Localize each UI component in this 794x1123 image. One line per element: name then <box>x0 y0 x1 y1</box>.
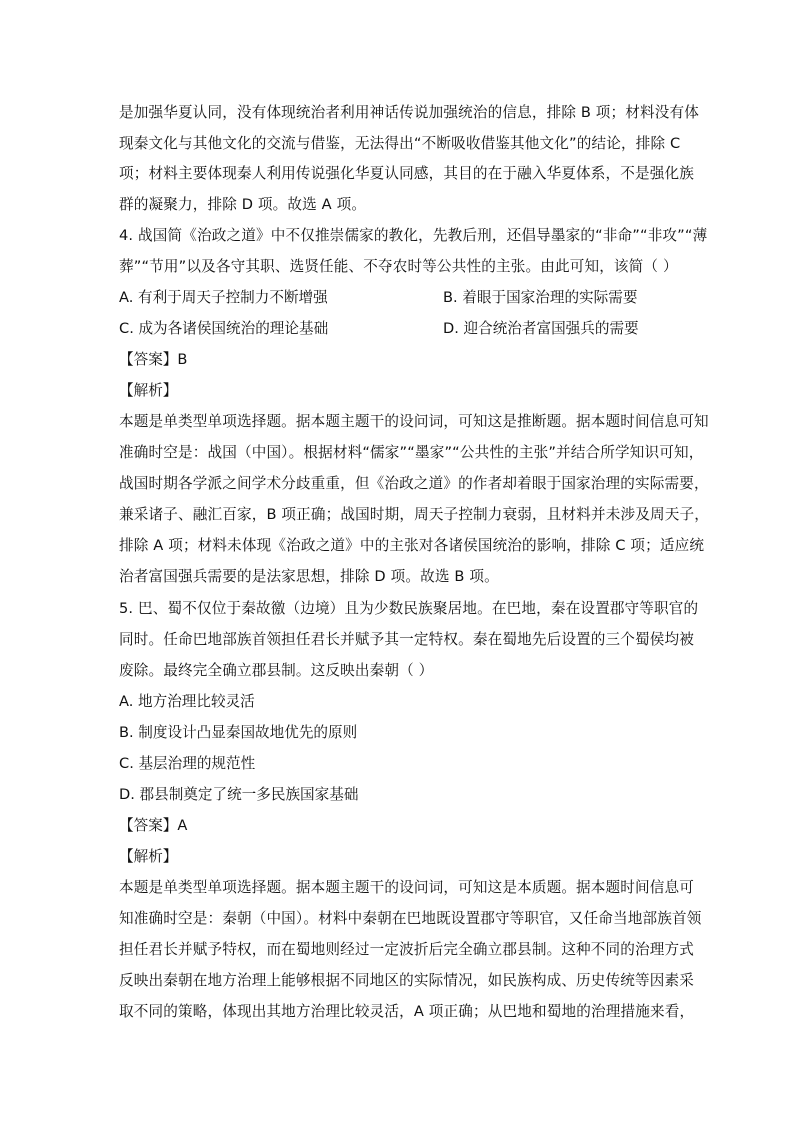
question-4-stem: 4. 战国简《治政之道》中不仅推崇儒家的教化，先教后刑，还倡导墨家的“非命”“非攻”“薄 <box>119 227 708 244</box>
question-4-analysis-line: 战国时期各学派之间学术分歧重重，但《治政之道》的作者却着眼于国家治理的实际需要， <box>119 475 709 492</box>
question-5-answer: 【答案】A <box>119 817 188 834</box>
question-4-answer: 【答案】B <box>119 351 188 368</box>
question-4-stem: 葬”“节用”以及各守其职、选贤任能、不夺农时等公共性的主张。由此可知，该简（ ） <box>119 258 678 275</box>
question-5-stem: 同时。任命巴地部族首领担任君长并赋予其一定特权。秦在蜀地先后设置的三个蜀侯均被 <box>119 631 695 648</box>
question-4-analysis-line: 兼采诸子、融汇百家，B 项正确；战国时期，周天子控制力衰弱，且材料并未涉及周天子， <box>119 506 709 523</box>
question-5-stem: 废除。最终完全确立郡县制。这反映出秦朝（ ） <box>119 662 434 679</box>
question-4-analysis-label: 【解析】 <box>119 382 178 399</box>
question-5-stem: 5. 巴、蜀不仅位于秦故徼（边境）且为少数民族聚居地。在巴地，秦在设置郡守等职官的 <box>119 600 699 617</box>
question-4-analysis-line: 准确时空是：战国（中国）。根据材料“儒家”“墨家”“公共性的主张”并结合所学知识可知， <box>119 444 704 461</box>
question-4-option-a: A. 有利于周天子控制力不断增强 <box>119 289 328 306</box>
question-4-option-c: C. 成为各诸侯国统治的理论基础 <box>119 320 329 337</box>
analysis-continuation-line: 群的凝聚力，排除 D 项。故选 A 项。 <box>119 196 367 213</box>
question-4-option-d: D. 迎合统治者富国强兵的需要 <box>443 320 639 337</box>
question-5-analysis-line: 取不同的策略，体现出其地方治理比较灵活，A 项正确；从巴地和蜀地的治理措施来看， <box>119 1003 695 1020</box>
question-4-analysis-line: 治者富国强兵需要的是法家思想，排除 D 项。故选 B 项。 <box>119 568 499 585</box>
question-4-option-b: B. 着眼于国家治理的实际需要 <box>443 289 638 306</box>
question-5-option-b: B. 制度设计凸显秦国故地优先的原则 <box>119 724 358 741</box>
question-4-analysis-line: 本题是单类型单项选择题。据本题主题干的设问词，可知这是推断题。据本题时间信息可知 <box>119 413 709 430</box>
analysis-continuation-line: 现秦文化与其他文化的交流与借鉴，无法得出“不断吸收借鉴其他文化”的结论，排除 C <box>119 135 681 152</box>
question-5-analysis-line: 担任君长并赋予特权，而在蜀地则经过一定波折后完全确立郡县制。这种不同的治理方式 <box>119 941 695 958</box>
question-5-option-a: A. 地方治理比较灵活 <box>119 693 255 710</box>
analysis-continuation-line: 项；材料主要体现秦人利用传说强化华夏认同感，其目的在于融入华夏体系，不是强化族 <box>119 165 695 182</box>
question-5-analysis-line: 反映出秦朝在地方治理上能够根据不同地区的实际情况，如民族构成、历史传统等因素采 <box>119 972 695 989</box>
question-5-option-d: D. 郡县制奠定了统一多民族国家基础 <box>119 786 359 803</box>
analysis-continuation-line: 是加强华夏认同，没有体现统治者利用神话传说加强统治的信息，排除 B 项；材料没有体 <box>119 104 700 121</box>
question-4-analysis-line: 排除 A 项；材料未体现《治政之道》中的主张对各诸侯国统治的影响，排除 C 项；适应统 <box>119 537 705 554</box>
question-5-analysis-line: 本题是单类型单项选择题。据本题主题干的设问词，可知这是本质题。据本题时间信息可 <box>119 879 695 896</box>
question-5-analysis-label: 【解析】 <box>119 848 178 865</box>
question-5-analysis-line: 知准确时空是：秦朝（中国）。材料中秦朝在巴地既设置郡守等职官，又任命当地部族首领 <box>119 910 702 927</box>
question-5-option-c: C. 基层治理的规范性 <box>119 755 256 772</box>
